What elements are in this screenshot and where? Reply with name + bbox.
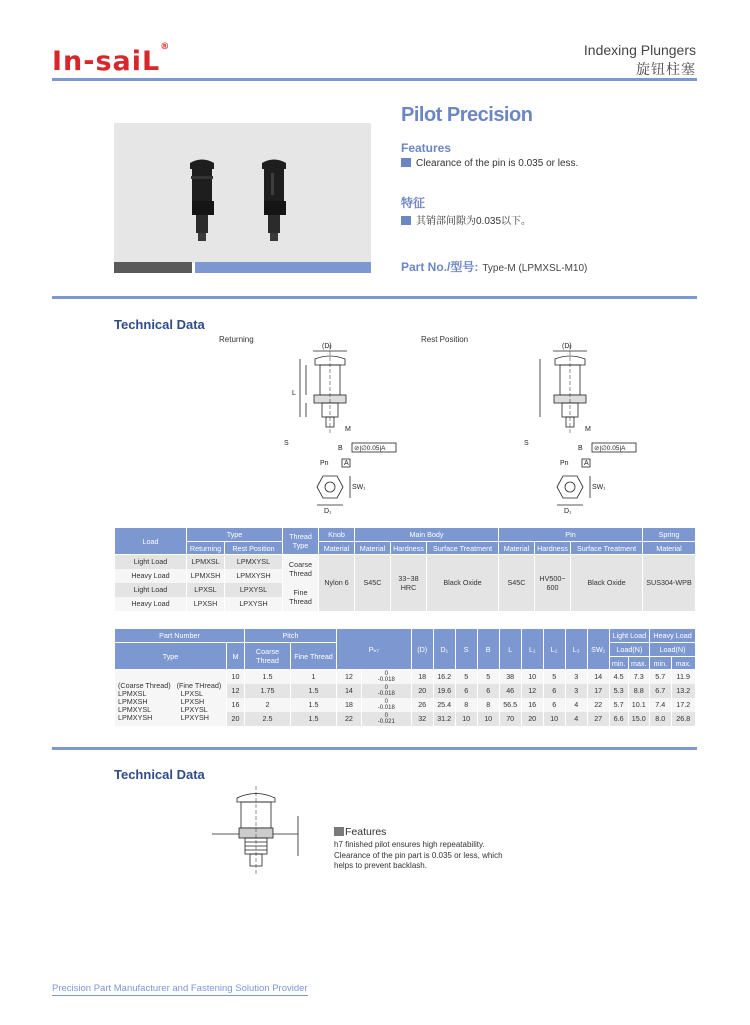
table-row: 20 2.5 1.5 22 0 -0.021 32 31.2 10 10 70 20 10 4 27 6.6 15.0 8.0 26.8 xyxy=(115,712,696,726)
cell-rest: LPXYSL xyxy=(225,583,283,597)
cell-load: Heavy Load xyxy=(115,569,187,583)
footer-tagline: Precision Part Manufacturer and Fastening Solution Provider xyxy=(52,983,308,994)
th-min: min. xyxy=(609,657,628,670)
th-s: S xyxy=(455,629,477,670)
photo-bar-dark xyxy=(114,262,192,273)
th-light-load-n: Load(N) xyxy=(609,643,649,657)
th-main-body: Main Body xyxy=(355,528,499,542)
cell-load: Light Load xyxy=(115,555,187,569)
tech2-features-text: h7 finished pilot ensures high repeatability. Clearance of the pin part is 0.035 or less, which helps to prevent backlash. xyxy=(334,840,503,870)
dim-b-label: B xyxy=(578,445,583,452)
th-type: Type xyxy=(187,528,283,542)
th-light-load: Light Load xyxy=(609,629,649,643)
header-rule xyxy=(52,78,697,81)
dim-d1-label: D₁ xyxy=(564,508,572,515)
section-rule xyxy=(52,296,697,299)
bullet-square-icon xyxy=(401,158,411,167)
technical-data-heading: Technical Data xyxy=(114,317,205,332)
table-row: 16 2 1.5 18 0 -0.018 26 25.4 8 8 56.5 16 6 4 22 5.7 10.1 7.4 17.2 xyxy=(115,698,696,712)
th-max: max. xyxy=(671,657,695,670)
th-knob-material: Material xyxy=(319,542,355,555)
dim-s-label: S xyxy=(524,440,529,447)
pilot-pin-drawing xyxy=(212,786,327,876)
dim-s-label: S xyxy=(284,440,289,447)
cell-coarse-thread: Coarse Thread xyxy=(283,555,319,583)
dim-l-label: L xyxy=(292,390,296,397)
th-heavy-load-n: Load(N) xyxy=(650,643,696,657)
feature-item-en: Clearance of the pin is 0.035 or less. xyxy=(401,158,578,169)
th-spring: Spring xyxy=(643,528,696,542)
cell-pin-material: S45C xyxy=(499,555,535,611)
drawing-returning xyxy=(284,343,396,515)
th-pin: Pin xyxy=(499,528,643,542)
th-fine-thread: Fine Thread xyxy=(291,643,337,670)
th-l3: L₃ xyxy=(565,629,587,670)
datum-a-label: A xyxy=(584,460,589,467)
dimension-table xyxy=(114,628,696,726)
th-d: (D) xyxy=(411,629,433,670)
th-spring-material: Material xyxy=(643,542,696,555)
tolerance-frame-label: ⊘|∅0.05|A xyxy=(354,445,386,452)
th-type: Type xyxy=(115,643,227,670)
th-max: max. xyxy=(628,657,649,670)
tech2-features-heading: Features xyxy=(334,826,386,838)
header-title-en: Indexing Plungers xyxy=(583,42,696,58)
th-ph7: Pₕ₇ xyxy=(337,629,412,670)
th-rest-position: Rest Position xyxy=(225,542,283,555)
dim-d-label: (D) xyxy=(322,343,332,350)
th-b: B xyxy=(477,629,499,670)
technical-data-heading-2: Technical Data xyxy=(114,767,205,782)
dim-d-label: (D) xyxy=(562,343,572,350)
plunger-photo-left xyxy=(190,160,214,242)
cell-spring-material: SUS304-WPB xyxy=(643,555,696,611)
cell-returning: LPMXSL xyxy=(187,555,225,569)
product-title: Pilot Precision xyxy=(401,104,533,126)
th-pin-material: Material xyxy=(499,542,535,555)
tolerance-frame-label: ⊘|∅0.05|A xyxy=(594,445,626,452)
cell-pin-hardness: HV500~ 600 xyxy=(535,555,571,611)
cell-body-hardness: 33~38 HRC xyxy=(391,555,427,611)
photo-bar-blue xyxy=(195,262,371,273)
features-heading-cn: 特征 xyxy=(401,196,426,210)
th-pin-hardness: Hardness xyxy=(535,542,571,555)
cell-rest: LPXYSH xyxy=(225,597,283,611)
cell-returning: LPMXSH xyxy=(187,569,225,583)
dim-d1-label: D₁ xyxy=(324,508,332,515)
caption-rest-position: Rest Position xyxy=(421,335,469,344)
cell-fine-thread: Fine Thread xyxy=(283,583,319,611)
dim-pn-label: Pn xyxy=(560,460,569,467)
cell-rest: LPMXYSL xyxy=(225,555,283,569)
th-pitch: Pitch xyxy=(245,629,337,643)
th-body-material: Material xyxy=(355,542,391,555)
table-row: (Coarse Thread) LPMXSL LPMXSH LPMXYSL LPMXYSH (Fine THread) LPXSL LPXSH LPXYSL LPXYSH 10 1.5 1 12 0 -0.018 18 16.2 5 5 38 10 5 3 14 4.5 7.3 5.7 11.9 xyxy=(115,670,696,684)
product-photo xyxy=(114,123,371,263)
th-body-surface: Surface Treatment xyxy=(427,542,499,555)
th-l: L xyxy=(499,629,521,670)
feature-item-cn: 其销部间隙为0.035以下。 xyxy=(401,212,531,227)
th-load: Load xyxy=(115,528,187,555)
technical-drawings xyxy=(270,335,650,525)
datum-a-label: A xyxy=(344,460,349,467)
cell-load: Heavy Load xyxy=(115,597,187,611)
cell-body-surface: Black Oxide xyxy=(427,555,499,611)
cell-body-material: S45C xyxy=(355,555,391,611)
th-returning: Returning xyxy=(187,542,225,555)
cell-pin-surface: Black Oxide xyxy=(571,555,643,611)
plunger-photo-right xyxy=(262,160,286,242)
features-heading: Features xyxy=(401,141,452,155)
th-sw1: SW₁ xyxy=(587,629,609,670)
drawing-rest-position xyxy=(524,343,636,515)
th-thread-type: Thread Type xyxy=(283,528,319,555)
caption-returning: Returning xyxy=(219,335,254,344)
material-table xyxy=(114,527,696,611)
cell-knob-material: Nylon 6 xyxy=(319,555,355,611)
part-number: Part No./型号: Type-M (LPMXSL-M10) xyxy=(401,260,588,274)
dim-b-label: B xyxy=(338,445,343,452)
th-knob: Knob xyxy=(319,528,355,542)
dim-m-label: M xyxy=(585,426,591,433)
th-pin-surface: Surface Treatment xyxy=(571,542,643,555)
dim-m-label: M xyxy=(345,426,351,433)
th-l2: L₂ xyxy=(543,629,565,670)
bullet-square-icon xyxy=(401,216,411,225)
th-l1: L₁ xyxy=(521,629,543,670)
section-rule xyxy=(52,747,697,750)
header-title-cn: 旋钮柱塞 xyxy=(636,61,696,77)
dim-sw-label: SW₁ xyxy=(592,484,606,491)
cell-returning: LPXSH xyxy=(187,597,225,611)
th-coarse-thread: Coarse Thread xyxy=(245,643,291,670)
table-row xyxy=(115,555,696,569)
th-min: min. xyxy=(650,657,672,670)
table-row: 12 1.75 1.5 14 0 -0.018 20 19.6 6 6 46 12 6 3 17 5.3 8.8 6.7 13.2 xyxy=(115,684,696,698)
cell-type-list: (Coarse Thread) LPMXSL LPMXSH LPMXYSL LPMXYSH (Fine THread) LPXSL LPXSH LPXYSL LPXYSH xyxy=(115,670,227,726)
th-body-hardness: Hardness xyxy=(391,542,427,555)
bullet-square-icon xyxy=(334,827,344,836)
cell-load: Light Load xyxy=(115,583,187,597)
dim-sw-label: SW₁ xyxy=(352,484,366,491)
brand-logo: In-saiL® xyxy=(52,42,171,77)
cell-rest: LPMXYSH xyxy=(225,569,283,583)
th-heavy-load: Heavy Load xyxy=(650,629,696,643)
th-m: M xyxy=(227,643,245,670)
cell-returning: LPXSL xyxy=(187,583,225,597)
th-d1: D₁ xyxy=(433,629,455,670)
th-part-number: Part Number xyxy=(115,629,245,643)
dim-pn-label: Pn xyxy=(320,460,329,467)
